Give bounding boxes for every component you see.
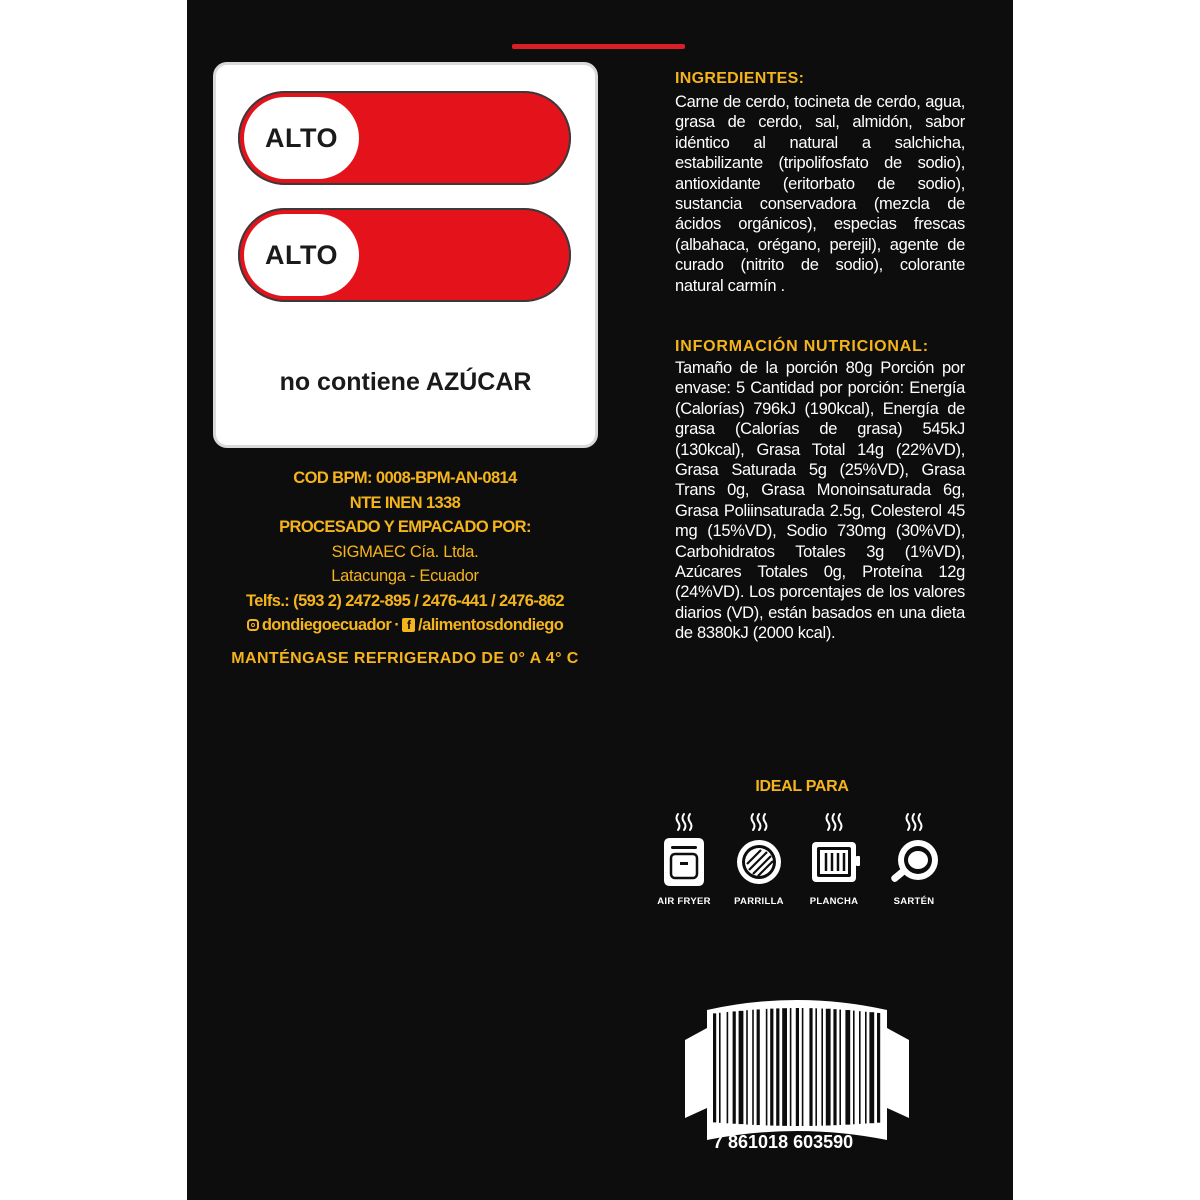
warning-badge-2: [238, 208, 571, 302]
warning-badge-level: ALTO: [244, 214, 359, 296]
barcode-bar: [802, 1008, 804, 1126]
barcode-bar: [833, 1009, 836, 1125]
cooking-method-pan: [876, 810, 952, 907]
barcode-bar: [770, 1009, 773, 1126]
social-handles: [247, 613, 563, 638]
barcode-bar: [869, 1012, 874, 1123]
package-back-panel: [187, 0, 1013, 1200]
cooking-method-air-fryer: [646, 810, 722, 907]
barcode-digits: 7 861018 603590: [713, 1132, 854, 1152]
cooking-method-label: PARRILLA: [734, 896, 784, 907]
company-phones: Telfs.: (593 2) 2472-895 / 2476-441 / 2476-862: [246, 591, 564, 610]
ideal-for-title: IDEAL PARA: [755, 778, 849, 795]
top-red-stripe: [512, 44, 685, 49]
company-name: SIGMAEC Cía. Ltda.: [331, 542, 479, 561]
barcode-bar: [865, 1012, 867, 1124]
barcode-bar: [826, 1009, 831, 1126]
barcode-bar: [739, 1011, 744, 1124]
facebook-handle: /alimentosdondiego: [418, 616, 564, 634]
barcode-bar: [752, 1010, 754, 1125]
barcode-bar: [859, 1011, 861, 1124]
nutrition-title: INFORMACIÓN NUTRICIONAL:: [675, 338, 929, 355]
barcode-bar: [853, 1011, 855, 1125]
barcode-bar: [809, 1008, 812, 1126]
no-sugar-prefix: no contiene: [279, 368, 420, 396]
barcode-bar: [782, 1008, 787, 1126]
barcode-bar: [713, 1013, 716, 1122]
instagram-icon: [247, 619, 259, 631]
barcode-bar: [877, 1013, 880, 1123]
no-sugar-notice: [216, 368, 595, 397]
cooking-method-label: SARTÉN: [893, 896, 935, 907]
frying-pan-icon: [884, 810, 944, 890]
ingredients-text: Carne de cerdo, tocineta de cerdo, agua, grasa de cerdo, sal, almidón, sabor idéntico al natural a salchicha, estabilizante (tripolifosfato de sodio), antioxidante (eritorbato de sodio), sustancia conservadora (mezcla de ácidos orgánicos), especias frescas (albahaca, orégano, perejil), agente de curado (nitrito de sodio), colorante natural carmín .: [675, 93, 965, 295]
processed-by: PROCESADO Y EMPACADO POR:: [279, 518, 531, 536]
cod-bpm: COD BPM: 0008-BPM-AN-0814: [293, 469, 517, 487]
barcode-bar: [776, 1008, 779, 1125]
griddle-icon: [804, 810, 864, 890]
barcode-bar: [719, 1013, 721, 1123]
barcode-bar: [821, 1009, 823, 1126]
company-location: Latacunga - Ecuador: [331, 567, 479, 585]
barcode-graphic: [677, 990, 917, 1160]
barcode-bar: [766, 1009, 768, 1126]
barcode-bar: [815, 1008, 817, 1125]
barcode: [677, 990, 917, 1165]
no-sugar-word: AZÚCAR: [425, 368, 532, 396]
barcode-bar: [790, 1008, 792, 1126]
barcode-bar: [796, 1008, 799, 1126]
barcode-bar: [746, 1010, 748, 1124]
cooking-method-label: AIR FRYER: [657, 896, 711, 907]
barcode-bar: [733, 1011, 736, 1123]
cooking-method-grill: [721, 810, 797, 907]
cooking-method-griddle: [796, 810, 872, 907]
barcode-bar: [839, 1010, 841, 1125]
barcode-bar: [757, 1009, 760, 1125]
ingredients-title: INGREDIENTES:: [675, 70, 805, 87]
cooking-method-label: PLANCHA: [809, 896, 859, 907]
instagram-handle: dondiegoecuador: [261, 616, 392, 634]
warning-badge-1: [238, 91, 571, 185]
storage-instruction: MANTÉNGASE REFRIGERADO DE 0° A 4° C: [231, 650, 579, 667]
nutrition-text: Tamaño de la porción 80g Porción por envase: 5 Cantidad por porción: Energía (Calorías) 796kJ (190kcal), Energía de grasa (Calorías de grasa) 545kJ (130kcal), Grasa Total 14g (22%VD), Grasa Saturada 5g (25%VD), Grasa Trans 0g, Grasa Monoinsaturada 6g, Grasa Poliinsaturada 2.5g, Colesterol 45 mg (15%VD), Sodio 730mg (30%VD), Carbohidratos Totales 3g (1%VD), Azúcares Totales 0g, Proteína 12g (24%VD). Los porcentajes de los valores diarios (VD), están basados en una dieta de 8380kJ (2000 kcal).: [675, 359, 965, 643]
social-separator: ·: [394, 616, 400, 634]
air-fryer-icon: [654, 810, 714, 890]
manufacturer-info: [205, 466, 605, 639]
facebook-icon: f: [402, 618, 415, 632]
barcode-bar: [727, 1012, 729, 1123]
nte-inen: NTE INEN 1338: [349, 493, 461, 512]
nutrition-warning-label: [213, 62, 598, 448]
barcode-bar: [845, 1010, 850, 1125]
grill-icon: [729, 810, 789, 890]
warning-badge-level: ALTO: [244, 97, 359, 179]
